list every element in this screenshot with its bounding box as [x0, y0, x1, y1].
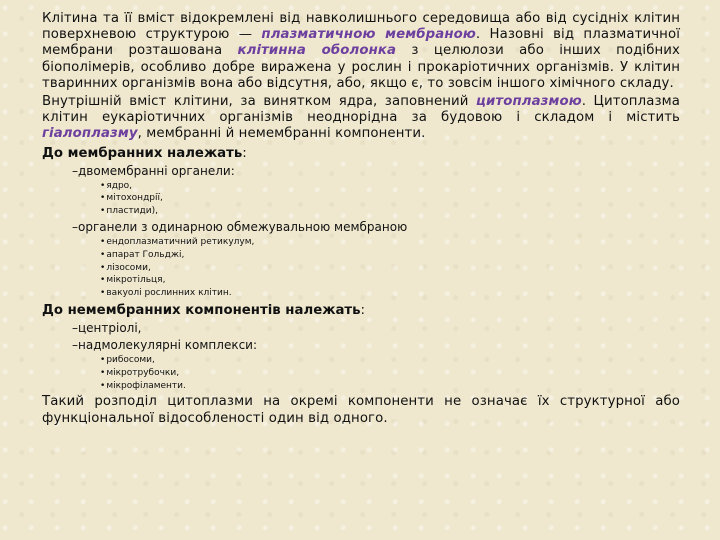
cytoplasm-text-2: . Цитоплазма клітин еукаріотичних організмів неоднорідна за будовою і складом і містить [42, 94, 680, 126]
intro-paragraph [42, 11, 680, 92]
double-membrane-list [100, 180, 680, 218]
membrane-heading-colon: : [242, 145, 247, 161]
complexes-label: –надмолекулярні комплекси: [72, 338, 258, 352]
double-membrane-label: –двомембранні органели: [72, 163, 235, 178]
nonmembrane-heading [42, 302, 680, 319]
intro-text-3: з целюлози або інших подібних біополімерів, особливо добре виражена у рослин і прокаріотичних організмів. У клітин тваринних організмів вона або відсутня, або, якщо є, то зовсім іншого хімічного складу. [42, 43, 680, 91]
membrane-heading-text: До мембранних належать [42, 145, 243, 161]
term-plasma-membrane: плазматичною мембраною [261, 27, 476, 43]
centrioles-label: –центріолі, [72, 321, 142, 335]
single-membrane-list [100, 236, 680, 300]
term-cell-wall: клітинна оболонка [237, 43, 397, 59]
list-item: • пластиди), [100, 205, 680, 218]
nonmembrane-heading-colon: : [360, 303, 366, 318]
complexes-list [100, 354, 680, 392]
cytoplasm-text-1: Внутрішній вміст клітини, за винятком ядра, заповнений [42, 94, 477, 110]
list-item: • мітохондрії, [100, 192, 680, 205]
intro-text-2: . Назовні від плазматичної мембрани розташована [42, 27, 680, 59]
list-item: • лізосоми, [100, 262, 680, 275]
single-membrane-label: –органели з одинарною обмежувальною мембраною [72, 220, 408, 235]
cytoplasm-text-3: , мембранні й немембранні компоненти. [137, 126, 426, 142]
intro-text-1: Клітина та її вміст відокремлені від навколишнього середовища або від сусідніх клітин поверхневою структурою — [42, 11, 680, 43]
term-cytoplasm: цитоплазмою [476, 94, 582, 110]
membrane-heading [42, 145, 680, 162]
nonmembrane-heading-text: До немембранних компонентів належать [42, 303, 361, 318]
list-item: • мікрофіламенти. [100, 380, 680, 393]
list-item: • апарат Гольджі, [100, 249, 680, 262]
list-item: • ядро, [100, 180, 680, 193]
list-item: • мікротільця, [100, 274, 680, 287]
cytoplasm-paragraph [42, 94, 680, 143]
list-item: • ендоплазматичний ретикулум, [100, 236, 680, 249]
list-item: • вакуолі рослинних клітин. [100, 287, 680, 300]
conclusion-paragraph: Такий розподіл цитоплазми на окремі компоненти не означає їх структурної або функціональної відособленості один від одного. [42, 394, 680, 426]
list-item: • мікротрубочки, [100, 367, 680, 380]
list-item: • рибосоми, [100, 354, 680, 367]
term-hyaloplasm: гіалоплазму [42, 126, 138, 142]
